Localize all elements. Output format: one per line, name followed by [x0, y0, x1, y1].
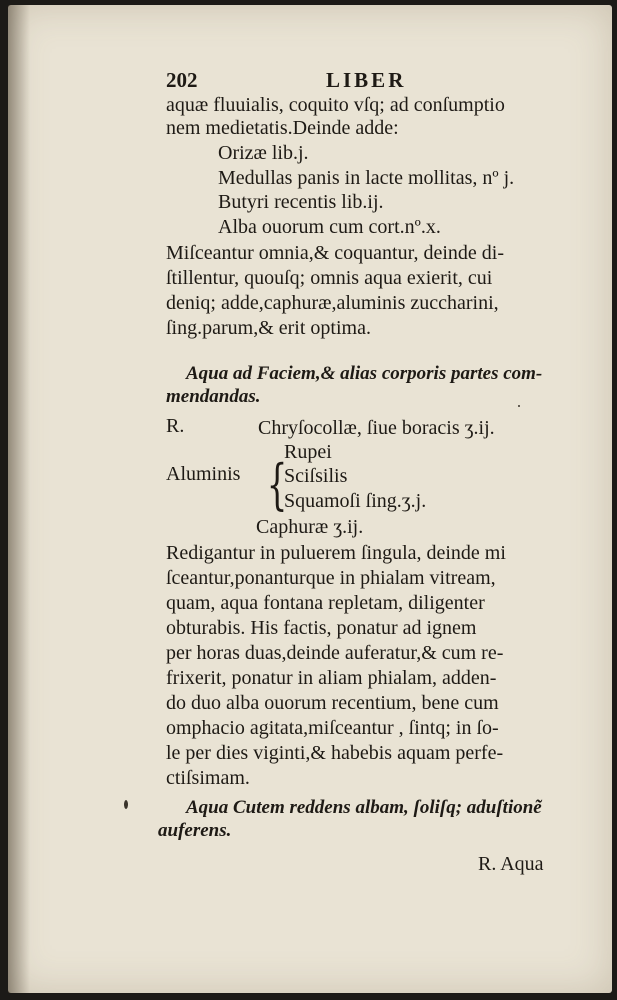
- alum-label: Aluminis: [166, 463, 241, 485]
- alum-type: Rupei: [284, 441, 332, 463]
- ingredient-line: Caphuræ ʒ.ij.: [256, 516, 364, 538]
- ingredient-line: Chryſocollæ, ſiue boracis ʒ.ij.: [258, 417, 495, 439]
- text-line: ſing.parum,& erit optima.: [166, 317, 371, 339]
- text-line: quam, aqua fontana repletam, diligenter: [166, 592, 485, 614]
- text-line: per horas duas,deinde auferatur,& cum re-: [166, 642, 504, 664]
- text-line: ſtillentur, quouſq; omnis aqua exierit, cui: [166, 267, 493, 289]
- catchword: R. Aqua: [478, 853, 544, 875]
- book-page: [8, 5, 612, 993]
- text-line: aquæ fluuialis, coquito vſq; ad conſumptio: [166, 94, 505, 116]
- alum-type: Sciſsilis: [284, 465, 348, 487]
- text-line: ſceantur,ponanturque in phialam vitream,: [166, 567, 496, 589]
- text-line: obturabis. His factis, ponatur ad ignem: [166, 617, 477, 639]
- section-title: Aqua ad Faciem,& alias corporis partes com-: [186, 363, 543, 384]
- ink-speck: [518, 405, 520, 407]
- text-line: do duo alba ouorum recentium, bene cum: [166, 692, 499, 714]
- text-line: le per dies viginti,& habebis aquam perfe-: [166, 742, 504, 764]
- text-line: ctiſsimam.: [166, 767, 250, 789]
- section-title: mendandas.: [166, 386, 261, 407]
- recipe-symbol: R.: [166, 415, 185, 437]
- ingredient-line: Alba ouorum cum cort.nº.x.: [218, 216, 441, 238]
- section-title: Aqua Cutem reddens albam, ſoliſq; aduſtionẽ: [186, 797, 542, 818]
- page-number: 202: [166, 68, 198, 92]
- running-title: LIBER: [326, 68, 407, 92]
- ingredient-line: Orizæ lib.j.: [218, 142, 309, 164]
- section-title: auferens.: [158, 820, 232, 841]
- ingredient-line: Butyri recentis lib.ij.: [218, 191, 384, 213]
- ingredient-line: Medullas panis in lacte mollitas, nº j.: [218, 167, 515, 189]
- text-line: frixerit, ponatur in aliam phialam, adden-: [166, 667, 497, 689]
- alum-type: Squamoſi ſing.ʒ.j.: [284, 490, 427, 512]
- text-line: omphacio agitata,miſceantur , ſintq; in ſo-: [166, 717, 499, 739]
- text-line: nem medietatis.Deinde adde:: [166, 117, 399, 139]
- text-line: deniq; adde,caphuræ,aluminis zuccharini,: [166, 292, 499, 314]
- brace: {: [266, 453, 288, 516]
- text-line: Redigantur in puluerem ſingula, deinde mi: [166, 542, 506, 564]
- text-line: Miſceantur omnia,& coquantur, deinde di-: [166, 242, 504, 264]
- ink-speck: [124, 800, 128, 809]
